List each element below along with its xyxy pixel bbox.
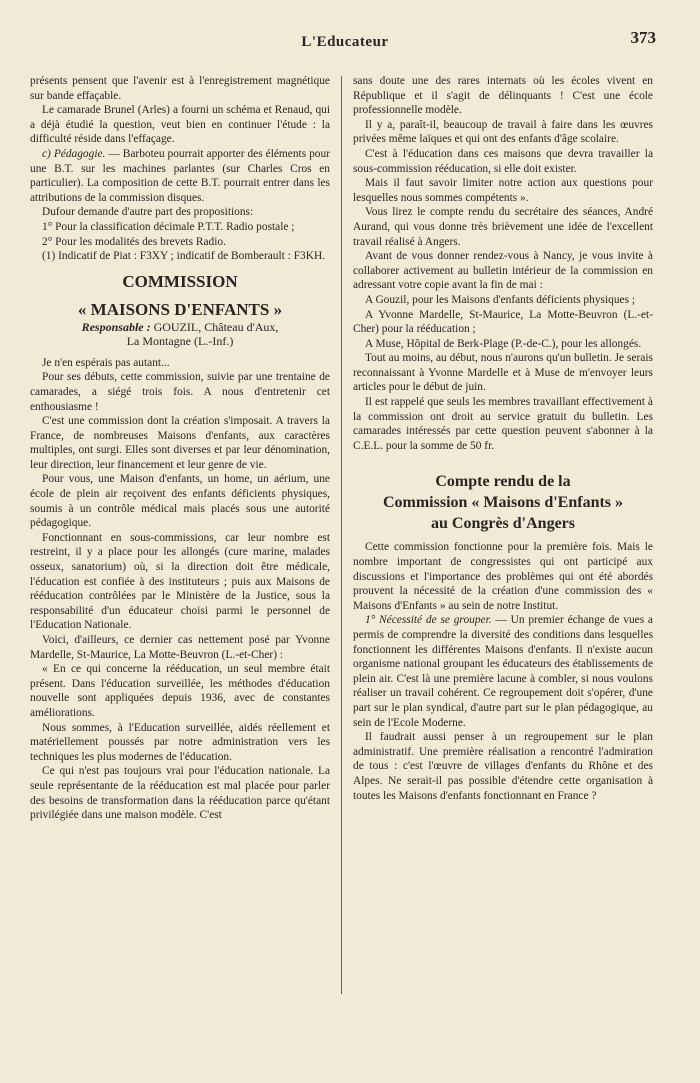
paragraph: Il faudrait aussi penser à un regroupement sur le plan administratif. Une première réalisation a rencontré l'admiration de tous : c'est l'œuvre de villages d'enfants du Rhône et des Alpes. Ne serait-il pas possible d'étendre cette organisation à toutes les Maisons d'enfants fonctionnant en France ?: [353, 731, 653, 802]
paragraph: A Gouzil, pour les Maisons d'enfants déficients physiques ;: [365, 293, 636, 306]
responsable-label: Responsable :: [81, 319, 151, 334]
paragraph: Mais il faut savoir limiter notre action aux questions pour lesquelles nous sommes compétents ».: [353, 177, 653, 204]
section-heading: COMMISSION: [122, 271, 238, 291]
paragraph: Le camarade Brunel (Arles) a fourni un schéma et Renaud, qui a déjà étudié la question, veut bien en continuer l'étude : la difficulté réside dans l'effaçage.: [30, 104, 330, 146]
paragraph: Pour vous, une Maison d'enfants, un home, un aérium, une école de plein air reçoivent des enfants déficients physiques, soumis à un contrôle médical mais placés sous une autorité pédagogique.: [30, 473, 330, 530]
paragraph: Pour ses débuts, cette commission, suivie par une trentaine de camarades, a siégé trois fois. A nous d'entretenir cet enthousiasme !: [30, 371, 330, 413]
report-heading: [353, 471, 653, 534]
paragraph: Il est rappelé que seuls les membres travaillant effectivement à la commission ont droit au service gratuit du bulletin. Les camarades intéressés par cette question peuvent s'abonner à la C.E.L. pour la somme de 50 fr.: [353, 396, 653, 452]
footnote: (1) Indicatif de Piat : F3XY ; indicatif de Bomberault : F3KH.: [42, 250, 326, 263]
paragraph: C'est une commission dont la création s'imposait. A travers la France, de nombreuses Maisons d'enfants, aux caractères multiples, ont surgi. Elles sont diverses et par leur dénomination, leur direction, leur financement et leur genre de vie.: [30, 415, 330, 471]
paragraph: Voici, d'ailleurs, ce dernier cas nettement posé par Yvonne Mardelle, St-Maurice, La Motte-Beuvron (L.-et-Cher) :: [30, 634, 330, 661]
responsable-line: [30, 320, 330, 348]
page-header: [30, 28, 660, 54]
paragraph: [30, 147, 330, 205]
page-number: 373: [630, 28, 656, 47]
paragraph: A Muse, Hôpital de Berk-Plage (P.-de-C.), pour les allongés.: [365, 337, 642, 350]
paragraph: Avant de vous donner rendez-vous à Nancy, je vous invite à collaborer activement au bulletin intérieur de la commission en adressant votre copie avant la fin de mai :: [353, 250, 653, 292]
paragraph: Vous lirez le compte rendu du secrétaire des séances, André Aurand, qui vous donne très brièvement une idée de l'excellent travail réalisé à Angers.: [353, 206, 653, 248]
column-divider: [341, 76, 342, 994]
left-column: [30, 74, 330, 823]
paragraph-text: — Un premier échange de vues a permis de comprendre la diversité des conditions dans lesquelles fonctionnent les différentes Maisons d'enfants. Il n'existe aucun organisme national groupant les éducateurs des établissements de plein air. C'est là une première lacune à combler, si nous voulons réaliser un travail cohérent. Ce regroupement doit s'opérer, d'une part sur le plan syndical, d'autre part sur le plan pédagogique, au sein de l'Ecole Moderne.: [353, 614, 653, 729]
paragraph: « En ce qui concerne la rééducation, un seul membre était présent. Dans l'éducation surveillée, les méthodes d'éducation nouvelle sont appliquées depuis 1936, avec de constantes améliorations.: [30, 663, 330, 719]
paragraph: Fonctionnant en sous-commissions, car leur nombre est restreint, il y a place pour les allongés (cure marine, malades osseux, sanatorium) où, si la direction doit être médicale, l'éducation est confiée à des instituteurs ; puis aux Maisons de rééducation contrôlées par le Ministère de la Justice, sous la responsabilité d'un éducateur choisi parmi le personnel de l'Education Nationale.: [30, 531, 330, 632]
section-heading-sub: « MAISONS D'ENFANTS »: [77, 299, 283, 319]
right-column: [353, 74, 653, 803]
paragraph: 1° Pour la classification décimale P.T.T. Radio postale ;: [42, 220, 295, 233]
journal-title: L'Educateur: [301, 34, 389, 50]
paragraph: [353, 613, 653, 730]
paragraph: présents pensent que l'avenir est à l'enregistrement magnétique sur bande effaçable.: [30, 75, 330, 102]
report-heading-line: au Congrès d'Angers: [430, 515, 575, 533]
paragraph-label: 1° Nécessité de se grouper.: [365, 614, 492, 627]
paragraph: Cette commission fonctionne pour la première fois. Mais le nombre important de congressistes qui ont participé aux discussions et l'importance des problèmes qui ont été abordés prouvent la nécessité de la création d'une commission des « Maisons d'Enfants » au sein de notre Institut.: [353, 541, 653, 612]
report-heading-line: Compte rendu de la: [435, 473, 571, 491]
paragraph: Tout au moins, au début, nous n'aurons qu'un bulletin. Je serais reconnaissant à Yvonne Mardelle et à Muse de m'envoyer leurs articles pour le début de juin.: [353, 352, 653, 394]
paragraph: C'est à l'éducation dans ces maisons que devra travailler la sous-commission rééducation, si elle doit exister.: [353, 147, 653, 175]
responsable-name: GOUZIL, Château d'Aux,: [150, 319, 279, 334]
paragraph-label: c) Pédagogie.: [42, 147, 106, 160]
responsable-address: La Montagne (L.-Inf.): [126, 333, 234, 348]
paragraph: Nous sommes, à l'Education surveillée, aidés réellement et matériellement poussés par notre administration vers les techniques les plus modernes de l'éducation.: [30, 721, 330, 763]
paragraph: sans doute une des rares internats où les écoles vivent en République et il s'agit de délinquants ! C'est une école professionnelle modèle.: [353, 75, 653, 117]
report-heading-line: Commission « Maisons d'Enfants »: [382, 494, 624, 512]
paragraph: A Yvonne Mardelle, St-Maurice, La Motte-Beuvron (L.-et-Cher) pour la rééducation ;: [353, 308, 653, 336]
paragraph: 2° Pour les modalités des brevets Radio.: [42, 235, 226, 248]
paragraph: Je n'en espérais pas autant...: [42, 356, 170, 369]
paragraph: Dufour demande d'autre part des propositions:: [42, 206, 254, 219]
paragraph-text: — Barboteu pourrait apporter des éléments pour une B.T. sur les machines parlantes (sur Charles Cros en particulier). La composition de cette B.T. pourrait entrer dans les attributions de la commission disques.: [30, 147, 330, 204]
paragraph: Ce qui n'est pas toujours vrai pour l'éducation nationale. La seule représentante de la rééducation est mal placée pour parler des besoins de transformation dans la rééducation parce qu'étant privilégiée dans une maison modèle. C'est: [30, 765, 330, 822]
paragraph: Il y a, paraît-il, beaucoup de travail à faire dans les œuvres privées même laïques et qui ont des enfants d'âge scolaire.: [353, 118, 653, 146]
